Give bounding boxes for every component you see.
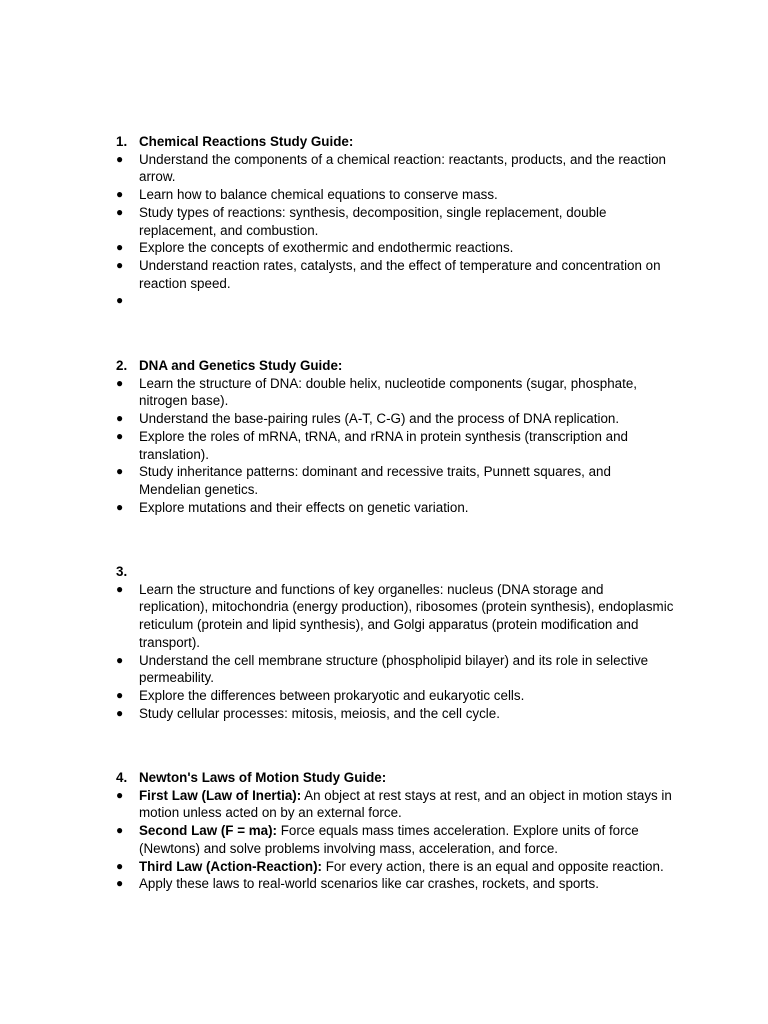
law-name: First Law (Law of Inertia): — [139, 787, 302, 803]
section-heading — [116, 563, 676, 581]
section-heading — [116, 133, 676, 151]
list-item — [116, 787, 676, 822]
list-item-text: Learn the structure of DNA: double helix, nucleotide components (sugar, phosphate, nitrogen base). — [139, 375, 637, 409]
list-item — [116, 186, 676, 204]
bullet-icon: ● — [116, 187, 124, 202]
list-item — [116, 858, 676, 876]
bullet-icon: ● — [116, 411, 124, 426]
bullet-icon: ● — [116, 293, 124, 308]
list-item — [116, 410, 676, 428]
bullet-icon: ● — [116, 581, 124, 596]
section-heading — [116, 769, 676, 787]
section-number: 1. — [116, 134, 128, 149]
list-item — [116, 239, 676, 257]
section-title: Chemical Reactions Study Guide: — [139, 134, 354, 149]
list-item — [116, 292, 676, 310]
bullet-icon: ● — [116, 204, 124, 219]
bullet-icon: ● — [116, 464, 124, 479]
law-description: An object at rest stays at rest, and an object in motion stays in motion unless acted on by an external force. — [139, 787, 672, 821]
list-item — [116, 463, 676, 498]
bullet-list — [116, 375, 676, 517]
list-item-text: Explore mutations and their effects on genetic variation. — [139, 499, 469, 515]
list-item — [116, 652, 676, 687]
list-item — [116, 581, 676, 652]
list-item-text: Study types of reactions: synthesis, decomposition, single replacement, double replacement, and combustion. — [139, 204, 607, 238]
bullet-list — [116, 581, 676, 723]
section-title: Newton's Laws of Motion Study Guide: — [139, 770, 387, 785]
bullet-icon: ● — [116, 652, 124, 667]
bullet-icon: ● — [116, 705, 124, 720]
law-description: Force equals mass times acceleration. Explore units of force (Newtons) and solve problems involving mass, acceleration, and force. — [139, 823, 639, 856]
section-heading — [116, 357, 676, 375]
list-item — [116, 875, 676, 893]
law-description: For every action, there is an equal and opposite reaction. — [322, 858, 664, 874]
list-item-text: Study cellular processes: mitosis, meiosis, and the cell cycle. — [139, 705, 500, 721]
law-name: Second Law (F = ma): — [139, 823, 278, 839]
list-item — [116, 822, 676, 857]
bullet-list — [116, 151, 676, 310]
list-item-text: Explore the differences between prokaryotic and eukaryotic cells. — [139, 687, 525, 703]
bullet-icon: ● — [116, 858, 124, 873]
bullet-icon: ● — [116, 240, 124, 255]
section-cell-structure — [116, 563, 676, 722]
list-item — [116, 204, 676, 239]
section-number: 2. — [116, 358, 128, 373]
list-item — [116, 499, 676, 517]
list-item-text: Understand the base-pairing rules (A-T, C-G) and the process of DNA replication. — [139, 411, 620, 427]
list-item-text: Explore the roles of mRNA, tRNA, and rRNA in protein synthesis (transcription and translation). — [139, 428, 628, 462]
section-dna-genetics — [116, 357, 676, 516]
list-item — [116, 428, 676, 463]
section-number: 4. — [116, 770, 128, 785]
section-number: 3. — [116, 564, 128, 579]
list-item — [116, 687, 676, 705]
bullet-icon: ● — [116, 499, 124, 514]
bullet-icon: ● — [116, 151, 124, 166]
list-item-text — [139, 292, 676, 310]
bullet-icon: ● — [116, 787, 124, 802]
bullet-icon: ● — [116, 876, 124, 891]
list-item-text — [139, 822, 676, 857]
bullet-list — [116, 787, 676, 893]
bullet-icon: ● — [116, 687, 124, 702]
list-item — [116, 705, 676, 723]
bullet-icon: ● — [116, 823, 124, 838]
law-name: Third Law (Action-Reaction): — [139, 858, 322, 874]
list-item — [116, 375, 676, 410]
list-item-text: Understand the components of a chemical reaction: reactants, products, and the reaction arrow. — [139, 151, 667, 185]
section-title: DNA and Genetics Study Guide: — [139, 358, 343, 373]
bullet-icon: ● — [116, 375, 124, 390]
section-chemical-reactions — [116, 133, 676, 310]
list-item-text: Learn the structure and functions of key organelles: nucleus (DNA storage and replication), mitochondria (energy production), ribosomes (protein synthesis), endoplasmic reticulum (protein and lipid synthesis), and Golgi apparatus (protein modification and transport). — [139, 581, 674, 650]
list-item-text: Study inheritance patterns: dominant and recessive traits, Punnett squares, and Mendelian genetics. — [139, 464, 611, 497]
list-item-text: Apply these laws to real-world scenarios like car crashes, rockets, and sports. — [139, 876, 599, 892]
list-item-text: Understand reaction rates, catalysts, and the effect of temperature and concentration on reaction speed. — [139, 257, 661, 291]
bullet-icon: ● — [116, 428, 124, 443]
list-item — [116, 257, 676, 292]
list-item-text: Learn how to balance chemical equations to conserve mass. — [139, 187, 498, 203]
list-item-text: Explore the concepts of exothermic and endothermic reactions. — [139, 240, 514, 256]
list-item-text — [139, 858, 676, 876]
list-item-text — [139, 787, 676, 822]
section-newtons-laws — [116, 769, 676, 893]
list-item — [116, 151, 676, 186]
list-item-text: Understand the cell membrane structure (phospholipid bilayer) and its role in selective permeability. — [139, 652, 649, 686]
bullet-icon: ● — [116, 257, 124, 272]
